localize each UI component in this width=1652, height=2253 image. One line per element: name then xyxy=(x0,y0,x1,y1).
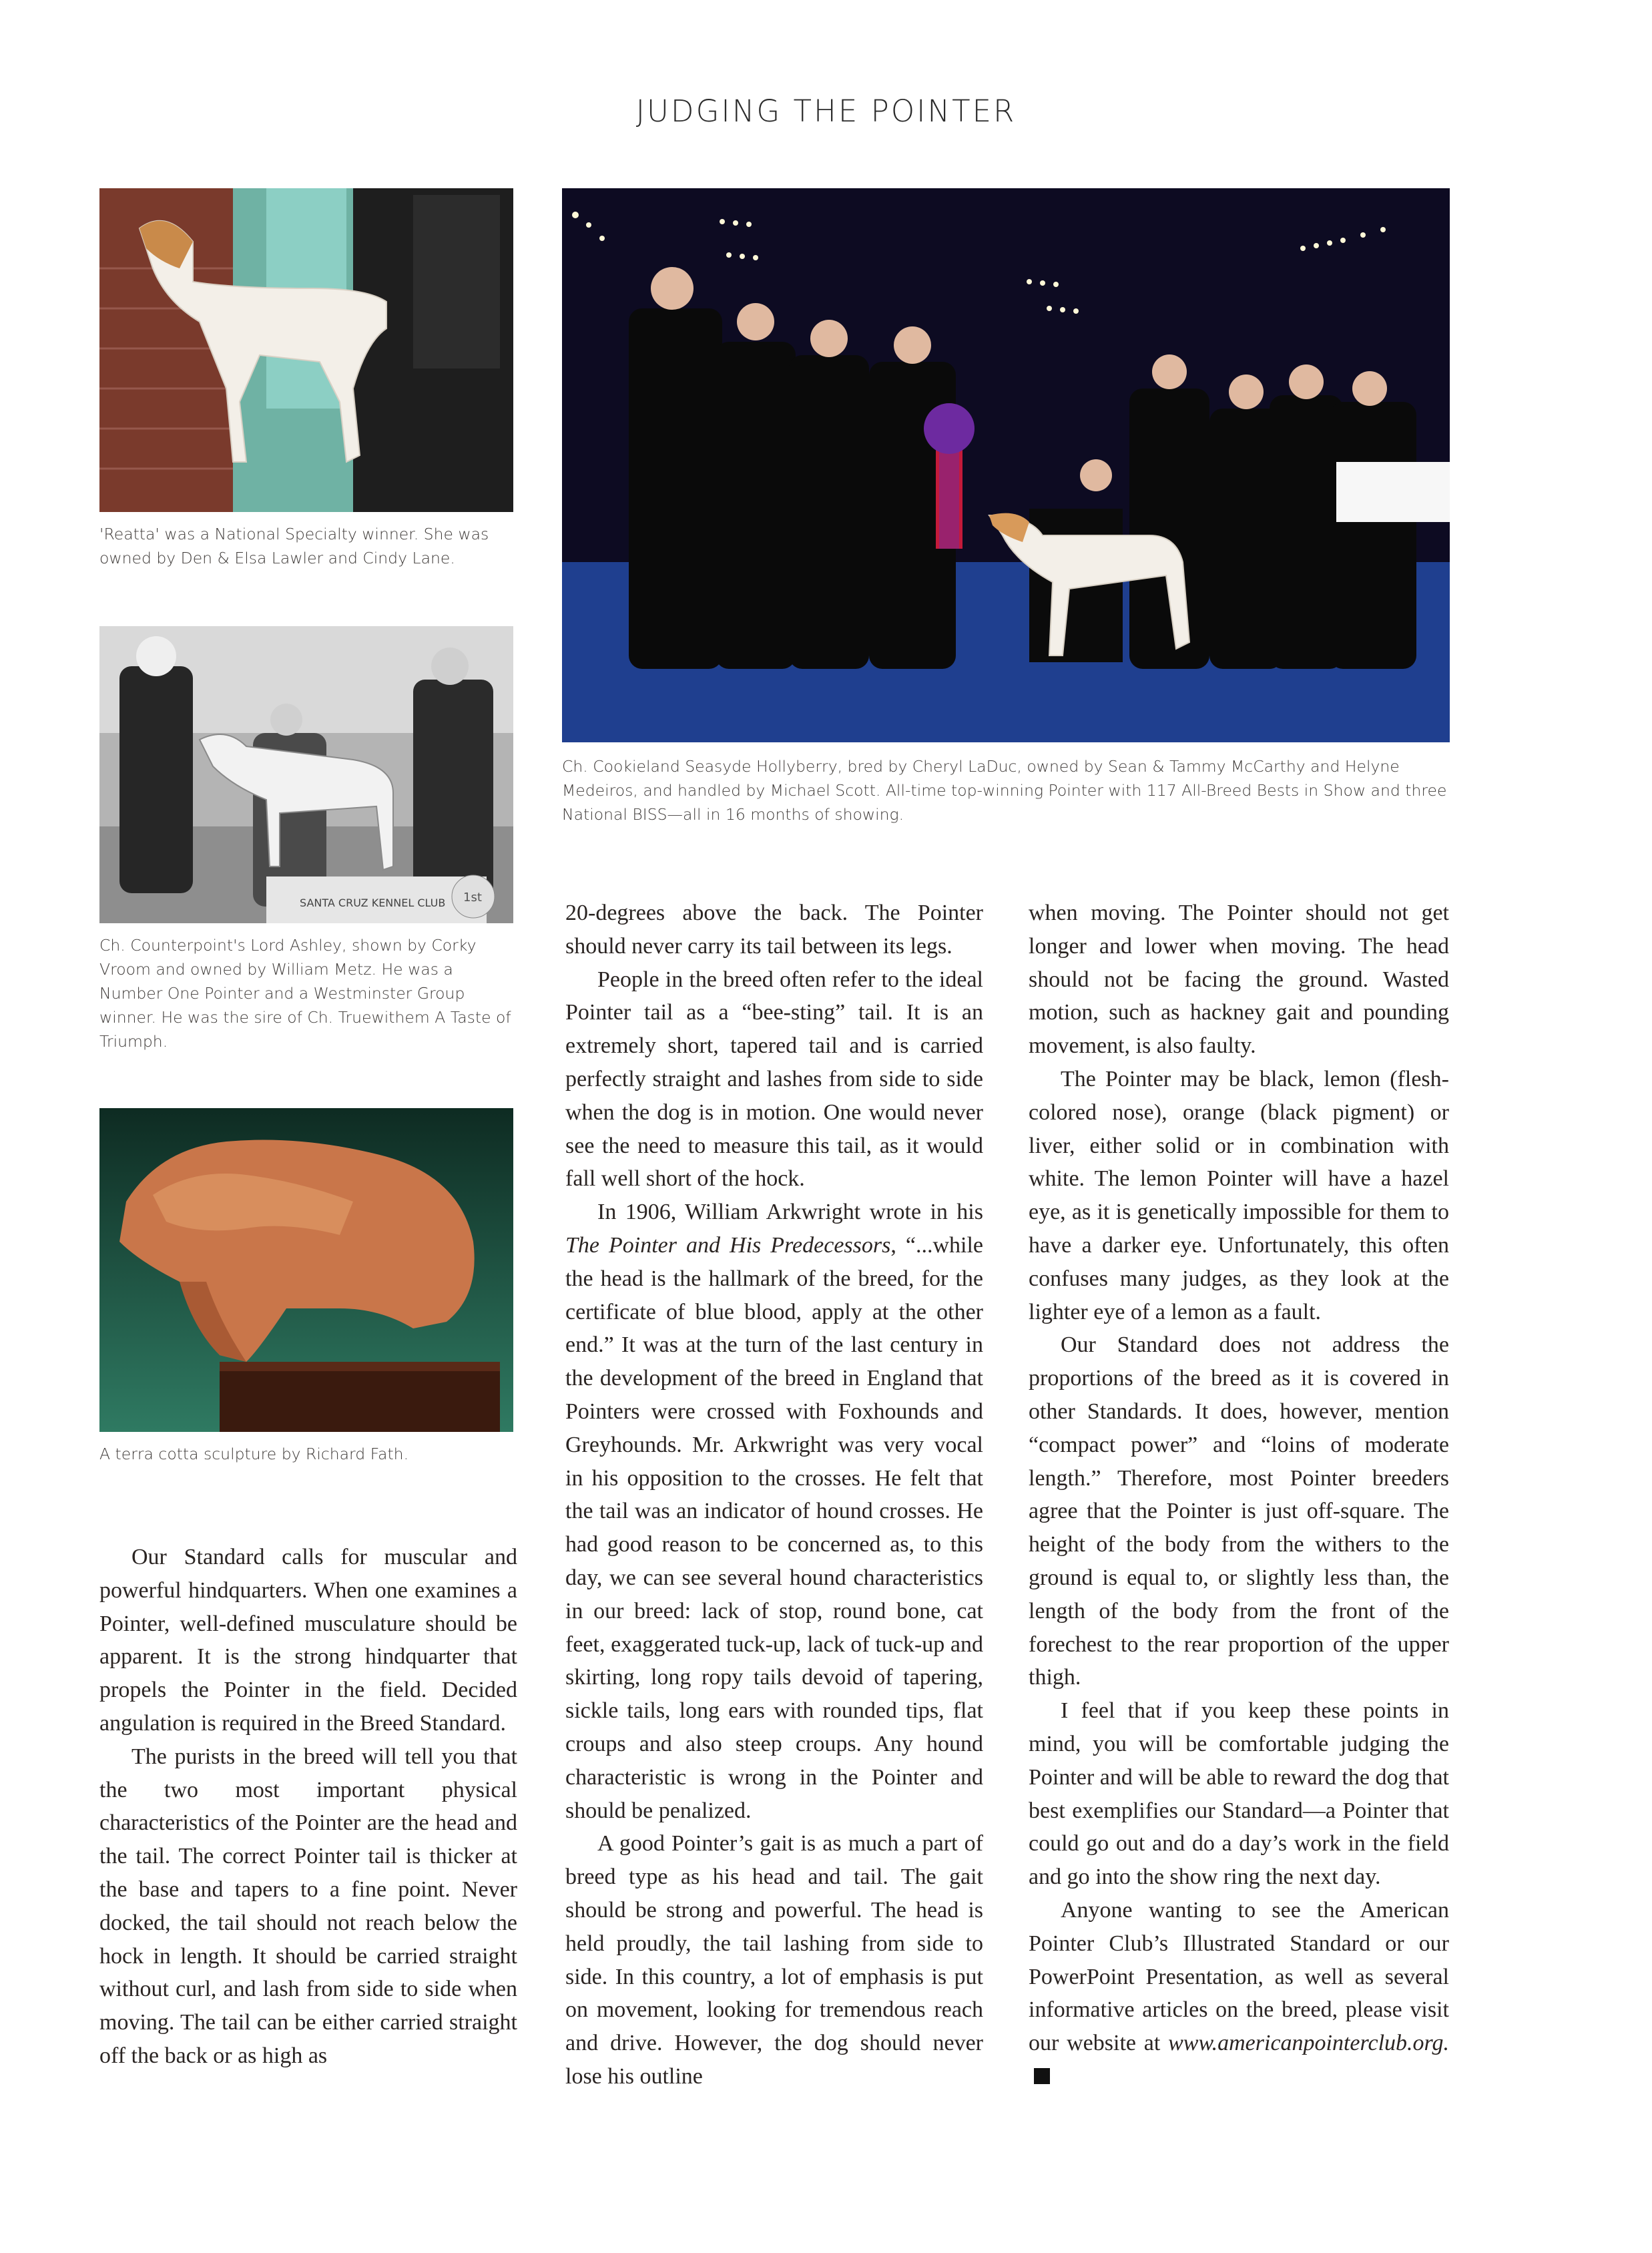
paragraph: Our Standard calls for muscular and powerful hindquarters. When one examines a Pointer, well-defined musculature should be apparent. It is the strong hindquarter that propels the Pointer in the field. Decided angulation is required in the Breed Standard. xyxy=(99,1545,517,1736)
body-column-1 xyxy=(99,1541,517,2073)
paragraph: The purists in the breed will tell you that the two most important physical characteristics of the Pointer are the head and the tail. The correct Pointer tail is thicker at the base and tapers to a fine point. Never docked, the tail should not reach below the hock in length. It should be carried straight without curl, and lash from side to side when moving. The tail can be either carried straight off the back or as high as xyxy=(99,1744,517,2068)
caption-hollyberry: Ch. Cookieland Seasyde Hollyberry, bred by Cheryl LaDuc, owned by Sean & Tammy McCarthy and Helyne Medeiros, and handled by Michael Scott. All-time top-winning Pointer with 117 All-Breed Bests in Show and three National BISS—all in 16 months of showing. xyxy=(562,757,1447,824)
paragraph: People in the breed often refer to the ideal Pointer tail as a “bee-sting” tail. It is an extremely short, tapered tail and is carried perfectly straight and lashes from side to side when the dog is in motion. One would never see the need to measure this tail, as it would fall well short of the hock. xyxy=(565,967,983,1192)
body-column-2 xyxy=(565,897,983,2093)
body-column-3 xyxy=(1029,897,1449,2093)
ribbon-text: 1st xyxy=(463,891,482,905)
caption-lord-ashley: Ch. Counterpoint's Lord Ashley, shown by Corky Vroom and owned by William Metz. He was a Number One Pointer and a Westminster Group winner. He was the sire of Ch. Truewithem A Taste of Triumph. xyxy=(99,936,511,1051)
paragraph: The Pointer may be black, lemon (flesh-colored nose), orange (black pigment) or liver, either solid or in combination with white. The lemon Pointer will have a hazel eye, as it is genetically impossible for them to have a darker eye. Unfortunately, this often confuses many judges, as they look at the lighter eye of a lemon as a fault. xyxy=(1029,1066,1449,1324)
paragraph: I feel that if you keep these points in mind, you will be comfortable judging the Pointer and will be able to reward the dog that best exemplifies our Standard—a Pointer that could go out and do a day’s work in the field and go into the show ring the next day. xyxy=(1029,1698,1449,1890)
paragraph: when moving. The Pointer should not get longer and lower when moving. The head should not be facing the ground. Wasted motion, such as hackney gait and pounding movement, is also faulty. xyxy=(1029,901,1449,1059)
photo-best-in-show xyxy=(562,188,1450,742)
photo-sculpture xyxy=(99,1108,513,1432)
paragraph xyxy=(1029,1894,1449,2093)
photo-lord-ashley xyxy=(99,626,513,923)
text-run: , “...while the head is the hallmark of the breed, for the certificate of blue blood, apply at the other end.” It was at the turn of the last century in the development of the breed in England that Pointers were crossed with Foxhounds and Greyhounds. Mr. Arkwright was very vocal in his opposition to the crosses. He felt that the tail was an indicator of hound crosses. He had good reason to be concerned as, to this day, we can see several hound characteristics in our breed: lack of stop, round bone, cat feet, exaggerated tuck-up, lack of tuck-up and skirting, long ropy tails devoid of tapering, sickle tails, long ears with rounded tips, flat croups and also steep croups. Any hound characteristic is wrong in the Pointer and should be penalized. xyxy=(565,1232,983,1823)
photo-reatta xyxy=(99,188,513,512)
paragraph: 20-degrees above the back. The Pointer should never carry its tail between its legs. xyxy=(565,901,983,959)
book-title: The Pointer and His Predecessors xyxy=(565,1232,891,1258)
paragraph xyxy=(565,1196,983,1827)
paragraph: Our Standard does not address the proportions of the breed as it is covered in other Standards. It does, however, mention “compact power” and “loins of moderate length.” Therefore, most Pointer breeders agree that the Pointer is just off-square. The height of the body from the withers to the ground is equal to, or slightly less than, the length of the body from the front of the forechest to the rear proportion of the upper thigh. xyxy=(1029,1332,1449,1690)
end-mark xyxy=(1034,2068,1050,2084)
club-sign-text: SANTA CRUZ KENNEL CLUB xyxy=(300,897,446,909)
text-run: Anyone wanting to see the American Pointer Club’s Illustrated Standard or our PowerPoint Presentation, as well as several informative articles on the breed, please visit our website at xyxy=(1029,1897,1449,2056)
caption-reatta: 'Reatta' was a National Specialty winner. She was owned by Den & Elsa Lawler and Cindy Lane. xyxy=(99,525,489,567)
page-title: JUDGING THE POINTER xyxy=(635,93,1017,129)
website-link[interactable]: www.americanpointerclub.org. xyxy=(1168,2031,1449,2056)
paragraph: A good Pointer’s gait is as much a part of breed type as his head and tail. The gait should be strong and powerful. The head is held proudly, the tail lashing from side to side. In this country, a lot of emphasis is put on movement, looking for tremendous reach and drive. However, the dog should never lose his outline xyxy=(565,1831,983,2089)
caption-sculpture: A terra cotta sculpture by Richard Fath. xyxy=(99,1445,409,1463)
text-run: In 1906, William Arkwright wrote in his xyxy=(597,1200,983,1225)
